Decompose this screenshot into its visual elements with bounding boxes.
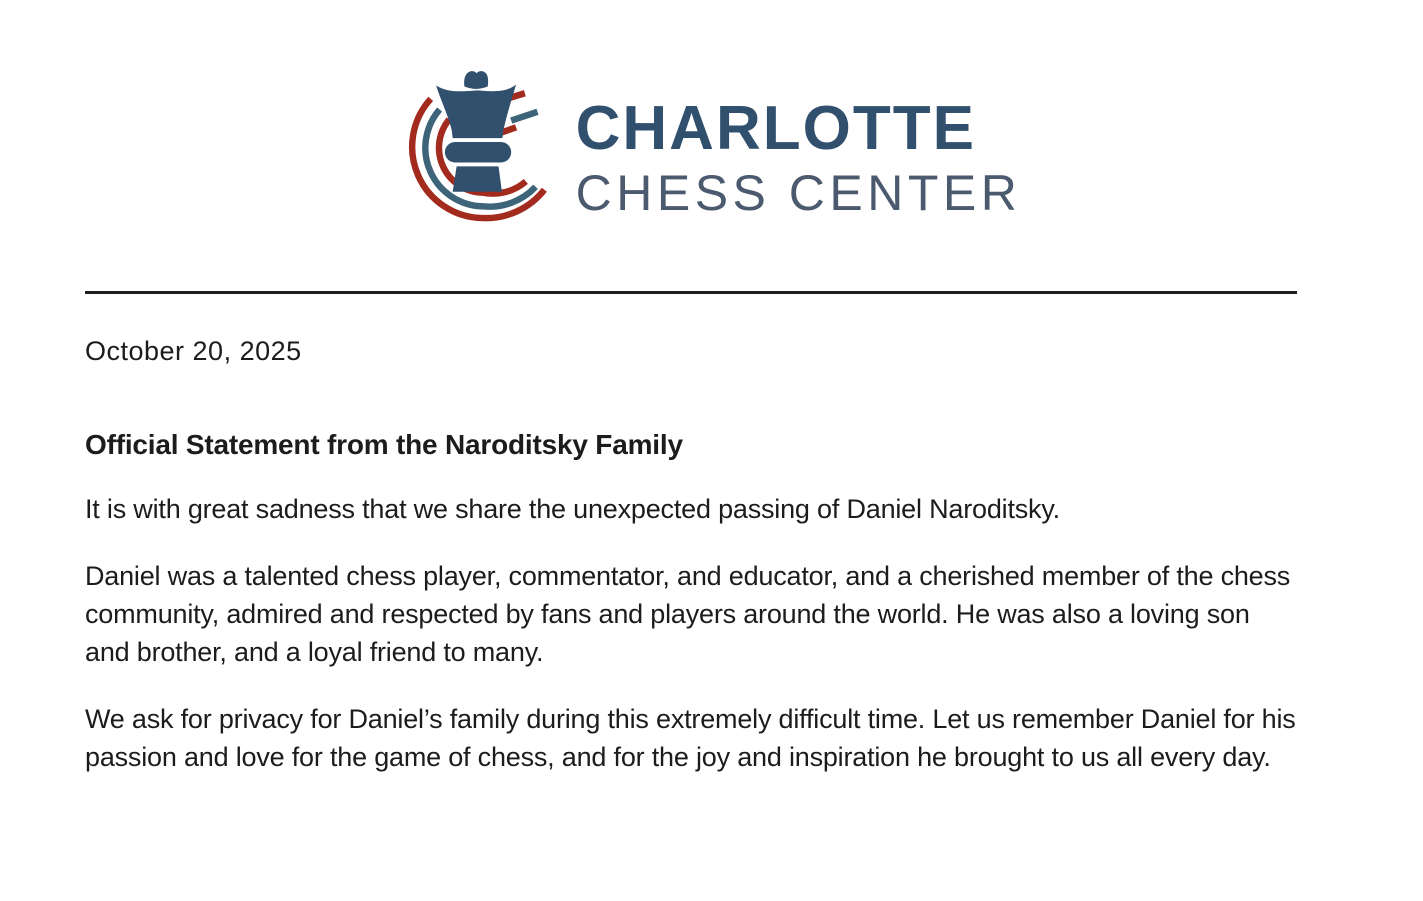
piece-knob [464, 71, 488, 89]
statement-paragraph-3: We ask for privacy for Daniel’s family during this extremely difficult time. Let us remember Daniel for his passion and love for the game of chess, and for the joy and inspiration he brought to us all every day. [85, 704, 1296, 772]
statement-heading: Official Statement from the Naroditsky Family [85, 429, 683, 460]
brand-name-charlotte: CHARLOTTE [575, 94, 976, 163]
statement-date: October 20, 2025 [85, 336, 302, 366]
brand-wordmark [575, 94, 1022, 221]
logo-dash-middle [511, 112, 537, 121]
piece-collar [445, 142, 511, 162]
charlotte-chess-center-logo [0, 0, 1423, 227]
brand-name-chess-center: CHESS CENTER [575, 165, 1022, 221]
divider-line [85, 291, 1297, 294]
statement-paragraph-2: Daniel was a talented chess player, commentator, and educator, and a cherished member of the chess community, admired and respected by fans and players around the world. He was also a loving son and brother, and a loyal friend to many. [85, 561, 1291, 667]
chess-piece-logo-icon [402, 56, 558, 227]
piece-base [452, 166, 501, 191]
statement-body [85, 336, 1297, 776]
statement-paragraph-1: It is with great sadness that we share the unexpected passing of Daniel Naroditsky. [85, 494, 1060, 524]
